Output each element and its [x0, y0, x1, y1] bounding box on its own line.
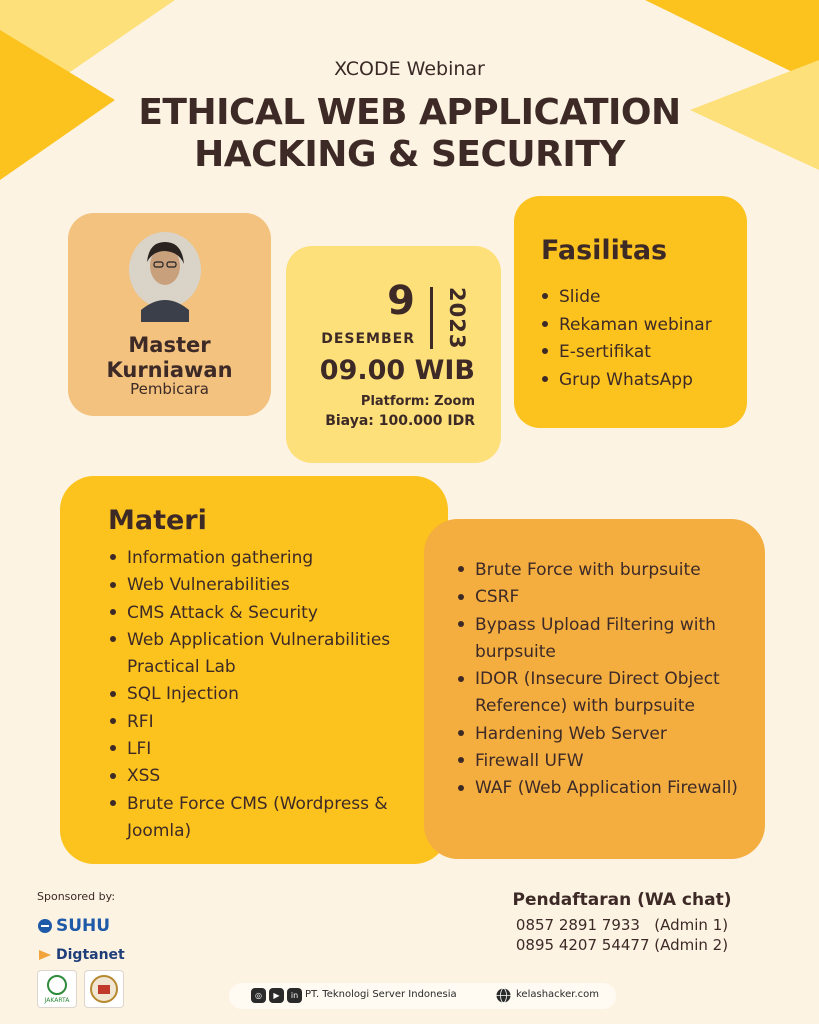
- materi-list-primary: [108, 545, 408, 845]
- footer-company: PT. Teknologi Server Indonesia: [305, 989, 457, 1000]
- list-item: Web Application Vulnerabilities Practical Lab: [108, 627, 408, 682]
- date-divider: [430, 287, 433, 349]
- list-item: Brute Force CMS (Wordpress & Joomla): [108, 791, 408, 846]
- title-line-2: HACKING & SECURITY: [194, 134, 625, 175]
- sponsor-logo-jakarta: [37, 970, 77, 1008]
- social-icons: [251, 988, 302, 1003]
- event-label: XCODE Webinar: [334, 58, 485, 80]
- list-item: XSS: [108, 763, 408, 790]
- speaker-name-line-1: Master: [128, 333, 211, 357]
- date-month: DESEMBER: [321, 331, 415, 347]
- list-item: Information gathering: [108, 545, 408, 572]
- event-platform: Platform: Zoom: [360, 394, 475, 409]
- speaker-name-line-2: Kurniawan: [106, 358, 233, 382]
- registration-contact-1: 0857 2891 7933 (Admin 1): [515, 916, 729, 934]
- list-item: IDOR (Insecure Direct Object Reference) with burpsuite: [456, 666, 756, 721]
- speaker-name: [68, 333, 271, 383]
- facilities-list: [540, 284, 740, 394]
- page-title: [0, 92, 819, 176]
- jakarta-logo-icon: [40, 973, 74, 1005]
- list-item: LFI: [108, 736, 408, 763]
- jakarta-logo-text: JAKARTA: [44, 997, 70, 1004]
- footer-website[interactable]: kelashacker.com: [516, 989, 599, 1000]
- event-time: 09.00 WIB: [319, 355, 475, 386]
- crest-logo-icon: [87, 973, 121, 1005]
- list-item: CSRF: [456, 584, 756, 611]
- list-item: Rekaman webinar: [540, 312, 740, 340]
- list-item: Firewall UFW: [456, 748, 756, 775]
- list-item: WAF (Web Application Firewall): [456, 775, 756, 802]
- sponsor-logo-crest: [84, 970, 124, 1008]
- youtube-icon[interactable]: ▶: [269, 988, 284, 1003]
- facilities-heading: Fasilitas: [541, 235, 668, 266]
- registration-heading: Pendaftaran (WA chat): [512, 890, 732, 910]
- title-line-1: ETHICAL WEB APPLICATION: [138, 92, 681, 133]
- date-day: 9: [387, 278, 415, 324]
- list-item: Grup WhatsApp: [540, 367, 740, 395]
- suhu-icon: [37, 918, 53, 934]
- date-year: 2023: [445, 287, 469, 350]
- list-item: Hardening Web Server: [456, 721, 756, 748]
- registration-contact-2: 0895 4207 54477 (Admin 2): [515, 936, 729, 954]
- materi-heading: Materi: [108, 505, 207, 536]
- globe-icon: [496, 988, 511, 1003]
- speaker-role: Pembicara: [130, 380, 209, 398]
- list-item: SQL Injection: [108, 681, 408, 708]
- event-cost: Biaya: 100.000 IDR: [325, 413, 475, 429]
- sponsored-label: Sponsored by:: [37, 890, 116, 903]
- sponsor-logo-suhu: [37, 915, 110, 937]
- list-item: Slide: [540, 284, 740, 312]
- materi-list-secondary: [456, 557, 756, 803]
- digtanet-icon: [37, 947, 53, 963]
- sponsor-suhu-text: SUHU: [56, 916, 111, 936]
- list-item: Brute Force with burpsuite: [456, 557, 756, 584]
- list-item: Bypass Upload Filtering with burpsuite: [456, 612, 756, 667]
- linkedin-icon[interactable]: in: [287, 988, 302, 1003]
- sponsor-digtanet-text: Digtanet: [56, 947, 125, 963]
- list-item: RFI: [108, 709, 408, 736]
- speaker-photo: [127, 232, 203, 322]
- sponsor-logo-digtanet: [37, 944, 125, 966]
- list-item: Web Vulnerabilities: [108, 572, 408, 599]
- instagram-icon[interactable]: ◎: [251, 988, 266, 1003]
- list-item: CMS Attack & Security: [108, 600, 408, 627]
- list-item: E-sertifikat: [540, 339, 740, 367]
